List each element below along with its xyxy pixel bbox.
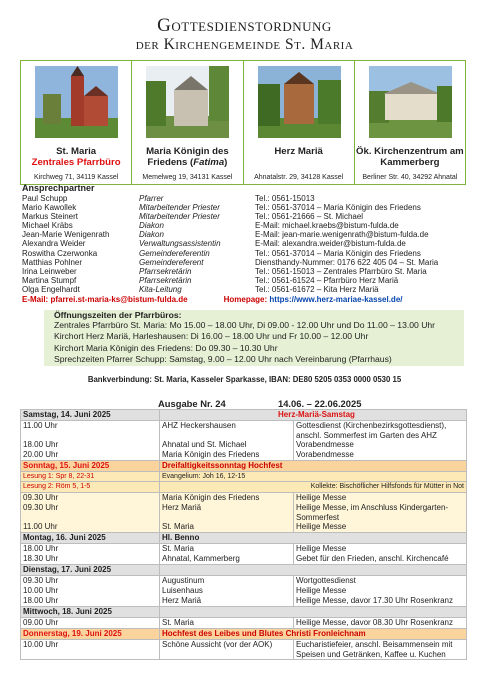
- church-name: Maria Königin des Friedens (: [146, 146, 229, 168]
- contact-name: Alexandra Weider: [22, 239, 86, 249]
- contact-role: Diakon: [139, 230, 164, 240]
- entry-place: Herz Mariä: [162, 596, 202, 606]
- church-address: Kirchweg 71, 34119 Kassel: [33, 174, 119, 181]
- entry-time: 09.30 Uhr: [23, 493, 59, 503]
- issue-dates: 14.06. – 22.06.2025: [278, 398, 362, 409]
- contact-detail: E-Mail: alexandra.weider@bistum-fulda.de: [255, 239, 406, 249]
- schedule-day: Samstag, 14. Juni 2025: [21, 410, 160, 421]
- entry-event: Eucharistiefeier, anschl. Beisammensein mit Speisen und Getränken, Kaffee u. Kuchen: [296, 639, 453, 659]
- schedule-day: Montag, 16. Juni 2025: [21, 533, 160, 544]
- entry-time: 10.00 Uhr: [23, 586, 59, 596]
- church-st-maria: [21, 61, 132, 184]
- contact-row: [22, 276, 467, 285]
- entry-time: 18.00 Uhr: [23, 596, 59, 606]
- page-title: Gottesdienstordnung: [157, 15, 332, 36]
- schedule-feast: Hl. Benno: [160, 533, 467, 544]
- church-herz-mariae: [244, 61, 355, 184]
- contact-name: Mario Kawollek: [22, 203, 77, 213]
- contact-name: Paul Schupp: [22, 194, 68, 203]
- collection: Kollekte: Bischöflicher Hilfsfonds für Mütter in Not: [160, 482, 467, 493]
- schedule-entries: [21, 493, 467, 533]
- entry-place: Herz Mariä: [162, 503, 202, 513]
- church-photo: [369, 66, 452, 138]
- schedule-day-row: [21, 607, 467, 618]
- bank-details: Bankverbindung: St. Maria, Kasseler Sparkasse, IBAN: DE80 5205 0353 0000 0530 15: [87, 375, 402, 384]
- contact-detail: Tel.: 0561-21666 – St. Michael: [255, 212, 364, 222]
- schedule-entries: [21, 639, 467, 659]
- church-name: Herz Mariä: [274, 146, 323, 157]
- schedule-day: Donnerstag, 19. Juni 2025: [21, 629, 160, 640]
- contact-name: Jean-Marie Wenigenrath: [22, 230, 110, 240]
- contact-row: [22, 249, 467, 258]
- contact-detail: Diensthandy-Nummer: 0176 622 405 04 – St. Maria: [255, 257, 439, 267]
- entry-place: Maria Königin des Friedens: [162, 450, 260, 459]
- contact-detail: E-Mail: michael.kraebs@bistum-fulda.de: [255, 221, 399, 231]
- contact-detail: Tel.: 0561-61524 – Pfarrbüro Herz Mariä: [255, 275, 399, 285]
- contact-role: Mitarbeitender Priester: [139, 203, 220, 213]
- contact-row: [22, 239, 467, 248]
- readings-row: [21, 471, 467, 482]
- contact-detail: Tel.: 0561-37014 – Maria Königin des Friedens: [255, 248, 421, 258]
- entry-event: Heilige Messe, im Anschluss Kindergarten-Sommerfest: [296, 502, 449, 522]
- church-kammerberg: [355, 61, 465, 184]
- readings-row: [21, 482, 467, 493]
- office-hours-box: [44, 310, 464, 366]
- schedule-entries: [21, 576, 467, 607]
- contact-role: Pfarrer: [139, 194, 164, 203]
- contact-role: Mitarbeitender Priester: [139, 212, 220, 222]
- entry-time: 18.00 Uhr: [23, 544, 59, 554]
- contact-detail: E-Mail: jean-marie.wenigenrath@bistum-fulda.de: [255, 230, 429, 240]
- schedule-day: Dienstag, 17. Juni 2025: [21, 565, 160, 576]
- contact-row: [22, 221, 467, 230]
- page-subtitle: der Kirchengemeinde St. Maria: [135, 36, 354, 53]
- parish-email[interactable]: E-Mail: pfarrei.st-maria-ks@bistum-fulda.de: [22, 295, 188, 305]
- office-hours-line: Kirchort Maria Königin des Friedens: Do 09.30 – 10.30 Uhr: [54, 342, 278, 353]
- contact-row: [22, 230, 467, 239]
- entry-event: Heilige Messe: [296, 544, 347, 554]
- contact-name: Markus Steinert: [22, 212, 79, 222]
- church-address: Ahnatalstr. 29, 34128 Kassel: [254, 174, 344, 181]
- schedule-day-row: [21, 629, 467, 640]
- entry-place: St. Maria: [162, 618, 195, 628]
- entry-place: Schöne Aussicht (vor der AOK): [162, 639, 273, 649]
- entry-event: Heilige Messe, davor 08.30 Uhr Rosenkranz: [296, 618, 453, 628]
- contact-detail: Tel.: 0561-15013 – Zentrales Pfarrbüro St. Maria: [255, 266, 427, 276]
- entry-place: Augustinum: [162, 576, 205, 586]
- church-name: St. Maria: [56, 146, 97, 157]
- office-hours-line: Kirchort Herz Mariä, Harleshausen: Di 16.00 – 18.00 Uhr und Fr 10.00 – 12.00 Uhr: [54, 331, 369, 342]
- contact-role: Gemeindereferentin: [139, 248, 210, 258]
- contacts-list: [22, 194, 467, 294]
- schedule-day-row: [21, 533, 467, 544]
- schedule-entries: [21, 421, 467, 461]
- contact-row: [22, 212, 467, 221]
- entry-time: 18.30 Uhr: [23, 554, 59, 564]
- church-name-end: ): [224, 157, 228, 168]
- contact-name: Michael Kräbs: [22, 221, 73, 231]
- church-address: Memelweg 19, 34131 Kassel: [142, 174, 233, 181]
- schedule-table: [20, 409, 467, 660]
- schedule-feast: Herz-Mariä-Samstag: [160, 410, 467, 421]
- contact-name: Irina Leinweber: [22, 266, 77, 276]
- church-address: Berliner Str. 40, 34292 Ahnatal: [362, 174, 458, 181]
- entry-time: 09.30 Uhr: [23, 503, 59, 513]
- contact-role: Pfarrsekretärin: [139, 266, 192, 276]
- schedule-day-row: [21, 461, 467, 472]
- entry-time: 20.00 Uhr: [23, 450, 59, 459]
- schedule-entries: [21, 544, 467, 565]
- contact-role: Verwaltungsassistentin: [139, 239, 221, 249]
- entry-time: 18.00 Uhr: [23, 440, 59, 449]
- contact-name: Olga Engelhardt: [22, 284, 80, 294]
- contact-detail: Tel.: 0561-15013: [255, 194, 315, 203]
- entry-time: 11.00 Uhr: [23, 522, 58, 532]
- homepage-label: Homepage:: [223, 295, 270, 305]
- office-hours-line: Sprechzeiten Pfarrer Schupp: Samstag, 9.00 – 12.00 Uhr nach Vereinbarung (Pfarrhaus): [54, 354, 392, 365]
- schedule-day-row: [21, 410, 467, 421]
- entry-event: Heilige Messe: [296, 522, 347, 532]
- office-hours-line: Zentrales Pfarrbüro St. Maria: Mo 15.00 – 18.00 Uhr, Di 09.00 - 12.00 Uhr und Do 11.00 – 13.00 Uhr: [54, 320, 436, 330]
- entry-time: 10.00 Uhr: [23, 639, 59, 649]
- reading-1: Lesung 1: Spr 8, 22-31: [21, 471, 160, 482]
- entry-event: Heilige Messe, davor 17.30 Uhr Rosenkranz: [296, 595, 453, 605]
- entry-place: Ahnatal, Kammerberg: [162, 554, 240, 564]
- entry-event: Gottesdienst (Kirchenbezirksgottesdienst), anschl. Sommerfest im Garten des AHZ: [296, 421, 447, 440]
- schedule-day: Sonntag, 15. Juni 2025: [21, 461, 160, 472]
- contact-role: Gemeindereferent: [139, 257, 204, 267]
- entry-place: Ahnatal und St. Michael: [162, 440, 247, 449]
- church-name: Ök. Kirchenzentrum am Kammerberg: [356, 146, 464, 168]
- schedule-feast: Hochfest des Leibes und Blutes Christi Fronleichnam: [160, 629, 467, 640]
- entry-time: 09.00 Uhr: [23, 618, 59, 628]
- contact-row: [22, 267, 467, 276]
- church-photo: [35, 66, 118, 138]
- contact-role: Pfarrsekretärin: [139, 275, 192, 285]
- schedule-feast: [160, 607, 467, 618]
- entry-place: St. Maria: [162, 544, 195, 554]
- church-name-italic: Fatima: [193, 157, 225, 168]
- entry-time: 11.00 Uhr: [23, 421, 58, 430]
- reading-2: Lesung 2: Röm 5, 1-5: [21, 482, 160, 493]
- issue-number: Ausgabe Nr. 24: [158, 398, 226, 409]
- schedule-day-row: [21, 565, 467, 576]
- gospel: Evangelium: Joh 16, 12-15: [160, 471, 467, 482]
- church-panel: [20, 60, 466, 185]
- church-photo: [258, 66, 341, 138]
- entry-place: AHZ Heckershausen: [162, 421, 236, 430]
- contact-name: Roswitha Czerwonka: [22, 248, 98, 258]
- entry-event: Heilige Messe: [296, 493, 347, 503]
- entry-event: Vorabendmesse: [296, 440, 354, 450]
- homepage-link[interactable]: https://www.herz-mariae-kassel.de/: [269, 295, 403, 305]
- contacts-section: [22, 183, 467, 305]
- contact-row: [22, 285, 467, 294]
- schedule-day: Mittwoch, 18. Juni 2025: [21, 607, 160, 618]
- entry-time: 09.30 Uhr: [23, 576, 59, 586]
- schedule-feast: Dreifaltigkeitssonntag Hochfest: [160, 461, 467, 472]
- contact-name: Martina Stumpf: [22, 275, 77, 285]
- entry-place: Luisenhaus: [162, 586, 203, 596]
- entry-event: Wortgottesdienst: [296, 576, 356, 586]
- entry-event: Gebet für den Frieden, anschl. Kirchencafé: [296, 553, 449, 563]
- contact-name: Matthias Pohlner: [22, 257, 83, 267]
- schedule-feast: [160, 565, 467, 576]
- contact-row: [22, 194, 467, 203]
- church-photo: [146, 66, 229, 138]
- church-subtitle: Zentrales Pfarrbüro: [31, 157, 121, 168]
- contact-row: [22, 203, 467, 212]
- contact-role: Diakon: [139, 221, 164, 231]
- entry-event: Vorabendmesse: [296, 450, 354, 460]
- contacts-heading: Ansprechpartner: [22, 183, 95, 193]
- contact-detail: Tel.: 0561-37014 – Maria Königin des Friedens: [255, 203, 421, 213]
- contact-row: [22, 258, 467, 267]
- office-hours-heading: Öffnungszeiten der Pfarrbüros:: [54, 310, 182, 320]
- contact-role: Kita-Leitung: [139, 284, 182, 294]
- entry-place: St. Maria: [162, 522, 195, 532]
- entry-event: Heilige Messe: [296, 585, 347, 595]
- schedule-entries: [21, 618, 467, 629]
- entry-place: Maria Königin des Friedens: [162, 493, 260, 503]
- church-maria-koenigin: [132, 61, 243, 184]
- contact-detail: Tel.: 0561-61672 – Kita Herz Mariä: [255, 284, 379, 294]
